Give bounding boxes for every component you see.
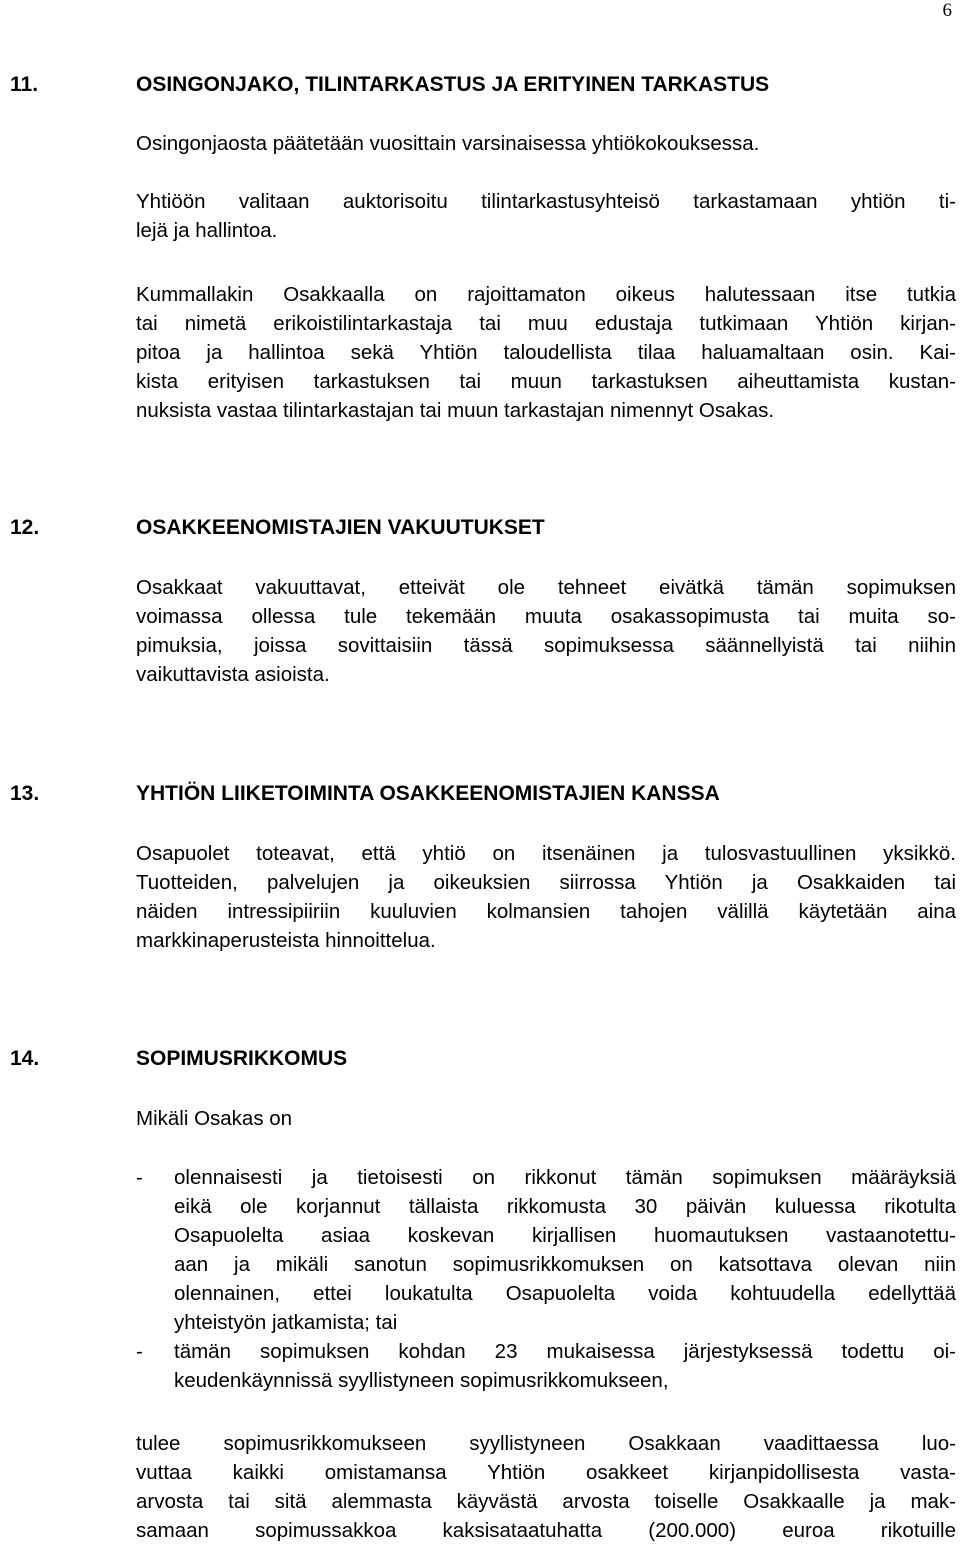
- paragraph-line: Tuotteiden, palvelujen ja oikeuksien siirrossa Yhtiön ja Osakkaiden tai: [136, 871, 956, 894]
- section-title: SOPIMUSRIKKOMUS: [136, 1047, 348, 1070]
- paragraph-line: markkinaperusteista hinnoittelua.: [136, 929, 436, 952]
- paragraph-line: Kummallakin Osakkaalla on rajoittamaton oikeus halutessaan itse tutkia: [136, 283, 956, 306]
- paragraph-line: Osingonjaosta päätetään vuosittain varsinaisessa yhtiökokouksessa.: [136, 132, 760, 155]
- section-14-closing: [136, 1429, 956, 1545]
- paragraph-line: tulee sopimusrikkomukseen syyllistyneen Osakkaan vaadittaessa luo-: [136, 1432, 956, 1455]
- section-number: 12.: [10, 516, 40, 539]
- section-11-paragraph-3: [136, 280, 956, 425]
- page-number: 6: [942, 0, 952, 21]
- section-12-heading: [10, 514, 545, 542]
- list-line: keudenkäynnissä syyllistyneen sopimusrikkomukseen,: [174, 1369, 669, 1392]
- section-title: YHTIÖN LIIKETOIMINTA OSAKKEENOMISTAJIEN KANSSA: [136, 782, 720, 805]
- paragraph-line: vaikuttavista asioista.: [136, 663, 330, 686]
- paragraph-line: vuttaa kaikki omistamansa Yhtiön osakkeet kirjanpidollisesta vasta-: [136, 1461, 956, 1484]
- paragraph-line: pimuksia, joissa sovittaisiin tässä sopimuksessa säännellyistä tai niihin: [136, 634, 956, 657]
- section-11-heading: [10, 71, 769, 99]
- paragraph-line: Osapuolet toteavat, että yhtiö on itsenäinen ja tulosvastuullinen yksikkö.: [136, 842, 956, 865]
- list-bullet: -: [136, 1340, 143, 1363]
- list-line: olennaisesti ja tietoisesti on rikkonut tämän sopimuksen määräyksiä: [174, 1166, 956, 1189]
- list-line: eikä ole korjannut tällaista rikkomusta 30 päivän kuluessa rikotulta: [174, 1195, 956, 1218]
- list-line: Osapuolelta asiaa koskevan kirjallisen huomautuksen vastaanotettu-: [174, 1224, 956, 1247]
- section-14-list: [136, 1163, 956, 1395]
- list-bullet: -: [136, 1166, 143, 1189]
- paragraph-line: näiden intressipiiriin kuuluvien kolmansien tahojen välillä käytetään aina: [136, 900, 956, 923]
- paragraph-line: voimassa ollessa tule tekemään muuta osakassopimusta tai muita so-: [136, 605, 956, 628]
- section-13-paragraph-1: [136, 839, 956, 955]
- list-line: aan ja mikäli sanotun sopimusrikkomuksen on katsottava olevan niin: [174, 1253, 956, 1276]
- section-number: 14.: [10, 1047, 40, 1070]
- paragraph-line: kista erityisen tarkastuksen tai muun tarkastuksen aiheuttamista kustan-: [136, 370, 956, 393]
- paragraph-line: tai nimetä erikoistilintarkastaja tai muu edustaja tutkimaan Yhtiön kirjan-: [136, 312, 956, 335]
- section-13-heading: [10, 780, 720, 808]
- list-line: tämän sopimuksen kohdan 23 mukaisessa järjestyksessä todettu oi-: [174, 1340, 956, 1363]
- list-line: yhteistyön jatkamista; tai: [174, 1311, 398, 1334]
- paragraph-line: arvosta tai sitä alemmasta käyvästä arvosta toiselle Osakkaalle ja mak-: [136, 1490, 956, 1513]
- section-12-paragraph-1: [136, 573, 956, 689]
- paragraph-line: Osakkaat vakuuttavat, etteivät ole tehneet eivätkä tämän sopimuksen: [136, 576, 956, 599]
- paragraph-line: pitoa ja hallintoa sekä Yhtiön taloudellista tilaa haluamaltaan osin. Kai-: [136, 341, 956, 364]
- list-item: [136, 1163, 956, 1337]
- section-11-paragraph-1: [136, 129, 956, 158]
- section-11-paragraph-2: [136, 187, 956, 245]
- section-title: OSINGONJAKO, TILINTARKASTUS JA ERITYINEN TARKASTUS: [136, 73, 770, 96]
- section-14-heading: [10, 1045, 347, 1073]
- paragraph-line: lejä ja hallintoa.: [136, 219, 278, 242]
- paragraph-line: nuksista vastaa tilintarkastajan tai muun tarkastajan nimennyt Osakas.: [136, 399, 775, 422]
- section-number: 13.: [10, 782, 40, 805]
- paragraph-line: Yhtiöön valitaan auktorisoitu tilintarkastusyhteisö tarkastamaan yhtiön ti-: [136, 190, 956, 213]
- paragraph-line: samaan sopimussakkoa kaksisataatuhatta (200.000) euroa rikotuille: [136, 1519, 956, 1542]
- section-14-intro: [136, 1104, 956, 1133]
- section-title: OSAKKEENOMISTAJIEN VAKUUTUKSET: [136, 516, 545, 539]
- list-item: [136, 1337, 956, 1395]
- paragraph-line: Mikäli Osakas on: [136, 1107, 293, 1130]
- list-line: olennainen, ettei loukatulta Osapuolelta voida kohtuudella edellyttää: [174, 1282, 956, 1305]
- section-number: 11.: [10, 73, 39, 96]
